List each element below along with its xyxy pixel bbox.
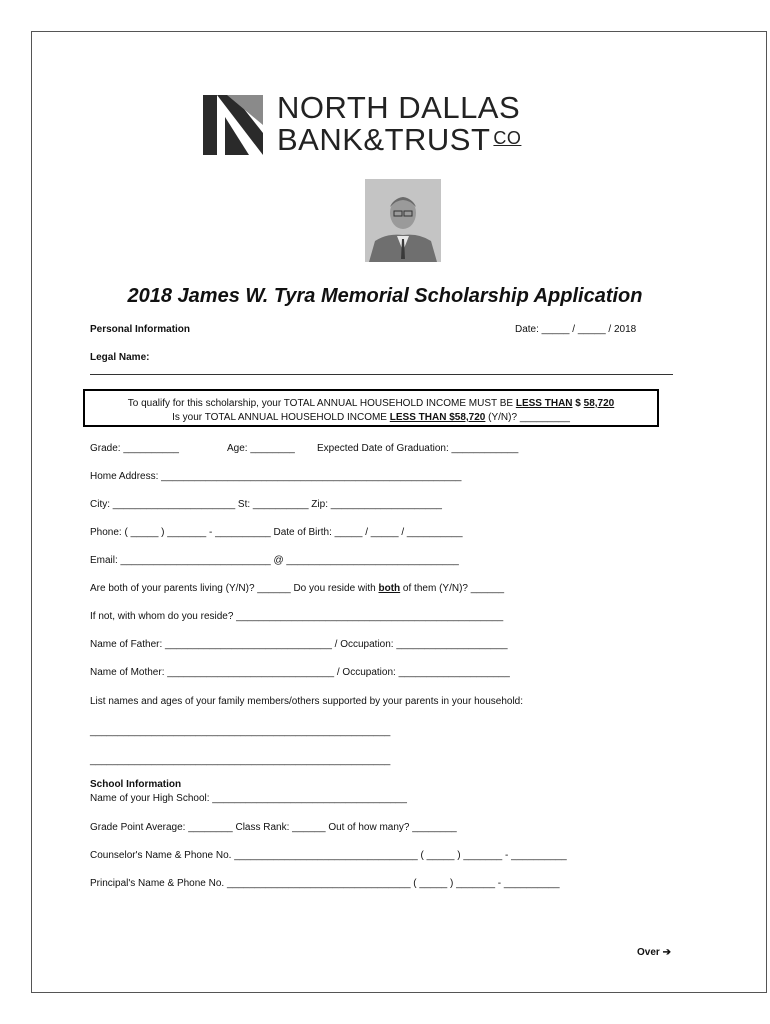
family-members-label: List names and ages of your family members/others supported by your parents in your household: <box>90 696 524 707</box>
qualify-line2: Is your TOTAL ANNUAL HOUSEHOLD INCOME LESS THAN $58,720 (Y/N)? _________ <box>172 412 570 423</box>
grade-field[interactable]: Grade: __________ <box>90 443 179 454</box>
qualify-line1: To qualify for this scholarship, your TOTAL ANNUAL HOUSEHOLD INCOME MUST BE LESS THAN $ 58,720 <box>127 398 615 409</box>
over-label: Over ➔ <box>637 947 671 958</box>
parents-living-field[interactable]: Are both of your parents living (Y/N)? ______ Do you reside with both of them (Y/N)? ______ <box>90 583 505 594</box>
page-border <box>31 31 767 993</box>
principal-field[interactable]: Principal's Name & Phone No. _________________________________ ( _____ ) _______ - __________ <box>90 878 560 889</box>
family-members-line[interactable]: ______________________________________________________ <box>90 726 391 737</box>
income-qualification-box <box>83 389 659 427</box>
graduation-date-field[interactable]: Expected Date of Graduation: ____________ <box>317 443 519 454</box>
city-state-zip-field[interactable]: City: ______________________ St: __________ Zip: ____________________ <box>90 499 442 510</box>
counselor-field[interactable]: Counselor's Name & Phone No. _________________________________ ( _____ ) _______ - __________ <box>90 850 567 861</box>
mother-field[interactable]: Name of Mother: ______________________________ / Occupation: ____________________ <box>90 667 510 678</box>
legal-name-line[interactable] <box>90 374 673 375</box>
bank-logo-icon <box>203 95 263 155</box>
logo-line2: BANK&TRUST <box>277 122 491 157</box>
logo-co: CO <box>493 128 522 148</box>
legal-name-label: Legal Name: <box>90 352 150 363</box>
email-field[interactable]: Email: ___________________________ @ _______________________________ <box>90 555 459 566</box>
form-title: 2018 James W. Tyra Memorial Scholarship Application <box>127 285 643 307</box>
personal-info-heading: Personal Information <box>90 324 191 335</box>
bank-logo-text <box>277 90 522 157</box>
reside-with-field[interactable]: If not, with whom do you reside? ________________________________________________ <box>90 611 504 622</box>
gpa-rank-field[interactable]: Grade Point Average: ________ Class Rank: ______ Out of how many? ________ <box>90 822 457 833</box>
age-field[interactable]: Age: ________ <box>227 443 295 454</box>
phone-dob-field[interactable]: Phone: ( _____ ) _______ - __________ Date of Birth: _____ / _____ / __________ <box>90 527 463 538</box>
family-members-line[interactable]: ______________________________________________________ <box>90 755 391 766</box>
father-field[interactable]: Name of Father: ______________________________ / Occupation: ____________________ <box>90 639 508 650</box>
date-field[interactable]: Date: _____ / _____ / 2018 <box>515 324 637 335</box>
home-address-field[interactable]: Home Address: ______________________________________________________ <box>90 471 462 482</box>
school-info-heading: School Information <box>90 779 182 790</box>
portrait-photo <box>365 179 441 262</box>
logo-line1: NORTH DALLAS <box>277 90 521 125</box>
high-school-field[interactable]: Name of your High School: ___________________________________ <box>90 793 407 804</box>
